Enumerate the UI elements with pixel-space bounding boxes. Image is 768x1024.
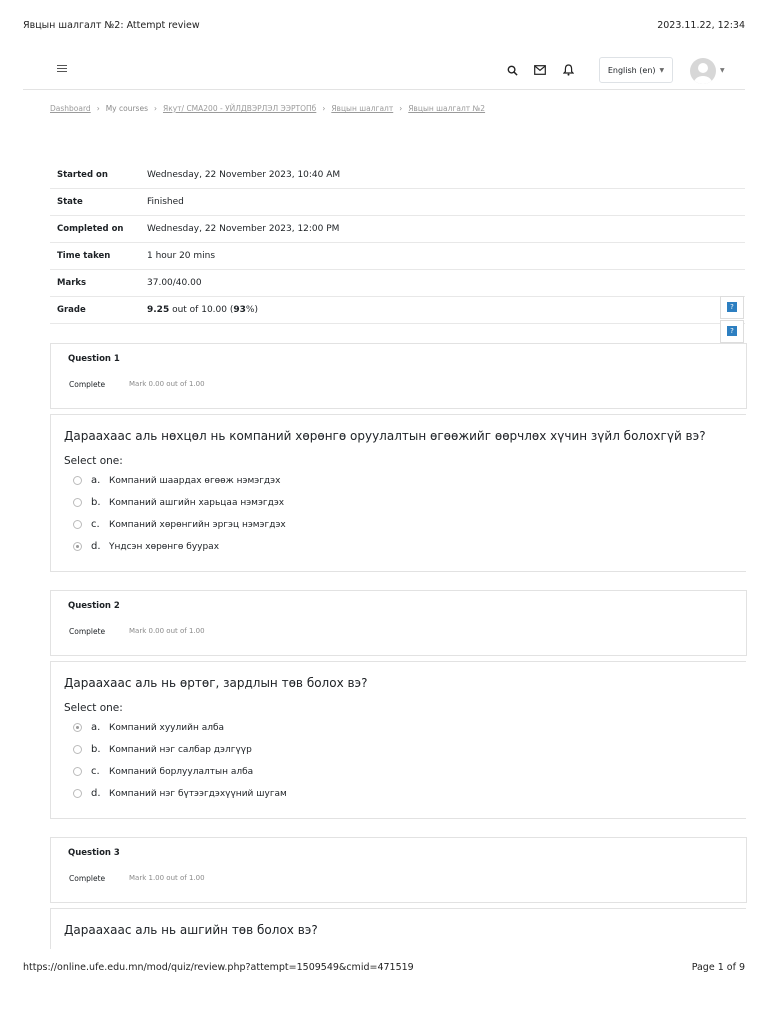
summary-row-state: State Finished [50,189,745,216]
grade-score: 9.25 [147,305,170,315]
question-3-content [50,908,746,949]
answer-option[interactable]: c. Компаний хөрөнгийн эргэц нэмэгдэх [73,519,286,530]
navbar [23,52,745,90]
avatar-caret-icon[interactable]: ▼ [720,67,725,74]
answer-option[interactable]: d. Компаний нэг бүтээгдэхүүний шугам [73,788,287,799]
answer-option[interactable]: d. Үндсэн хөрөнгө буурах [73,541,219,552]
grade-percent: 93 [233,305,246,315]
print-page-number: Page 1 of 9 [691,962,745,973]
language-selector[interactable] [599,57,673,83]
radio-button[interactable] [73,745,82,754]
radio-button-selected[interactable] [73,542,82,551]
language-label: English (en) [607,65,656,75]
question-mark: Mark 0.00 out of 1.00 [129,627,205,635]
breadcrumb-my-courses: My courses [105,104,148,113]
select-one-label: Select one: [64,702,123,714]
question-title: Question 2 [68,601,120,611]
question-title: Question 3 [68,848,120,858]
question-status: Complete [69,874,106,883]
summary-row-time: Time taken 1 hour 20 mins [50,243,745,270]
breadcrumb-dashboard[interactable]: Dashboard [50,104,91,113]
answer-option[interactable]: a. Компаний хуулийн алба [73,722,224,733]
menu-icon[interactable] [57,65,67,74]
breadcrumb: Dashboard › My courses › Якут/ СМА200 - УЙЛДВЭРЛЭЛ ЭЭРТОПб › Явцын шалгалт › Явцын шалгалт №2 [50,104,486,113]
print-datetime: 2023.11.22, 12:34 [657,20,745,31]
select-one-label: Select one: [64,455,123,467]
summary-row-marks: Marks 37.00/40.00 [50,270,745,297]
question-mark-icon: ? [727,302,737,312]
answer-option[interactable]: b. Компаний нэг салбар дэлгүүр [73,744,252,755]
question-2-content [50,661,746,819]
question-status: Complete [69,380,106,389]
breadcrumb-quiz[interactable]: Явцын шалгалт №2 [408,104,486,113]
quiz-nav-button[interactable] [720,296,744,319]
summary-row-completed: Completed on Wednesday, 22 November 2023, 12:00 PM [50,216,745,243]
question-title: Question 1 [68,354,120,364]
radio-button-selected[interactable] [73,723,82,732]
question-text: Дараахаас аль нөхцөл нь компаний хөрөнгө оруулалтын өгөөжийг өөрчлөх хүчин зүйл болохгүй вэ? [64,429,706,443]
question-text: Дараахаас аль нь өртөг, зардлын төв болох вэ? [64,676,368,690]
radio-button[interactable] [73,476,82,485]
radio-button[interactable] [73,498,82,507]
question-3-info [50,837,747,903]
caret-down-icon: ▼ [659,66,665,74]
question-mark: Mark 0.00 out of 1.00 [129,380,205,388]
bell-icon[interactable] [561,63,575,77]
answer-option[interactable]: c. Компаний борлуулалтын алба [73,766,253,777]
print-footer [23,962,745,973]
summary-row-started: Started on Wednesday, 22 November 2023, 10:40 AM [50,162,745,189]
question-1-info [50,343,747,409]
question-status: Complete [69,627,106,636]
question-mark: Mark 1.00 out of 1.00 [129,874,205,882]
breadcrumb-course[interactable]: Якут/ СМА200 - УЙЛДВЭРЛЭЛ ЭЭРТОПб [162,104,317,113]
print-header [23,20,745,31]
search-icon[interactable] [505,63,519,77]
print-title: Явцын шалгалт №2: Attempt review [23,20,200,31]
question-2-info [50,590,747,656]
radio-button[interactable] [73,789,82,798]
question-1-content [50,414,746,572]
attempt-summary-table [50,162,745,324]
print-url: https://online.ufe.edu.mn/mod/quiz/review.php?attempt=1509549&cmid=471519 [23,962,414,973]
question-text: Дараахаас аль нь ашгийн төв болох вэ? [64,923,318,937]
envelope-icon[interactable] [533,63,547,77]
radio-button[interactable] [73,520,82,529]
breadcrumb-section[interactable]: Явцын шалгалт [331,104,394,113]
quiz-nav-button[interactable] [720,320,744,343]
radio-button[interactable] [73,767,82,776]
summary-row-grade: Grade 9.25 out of 10.00 (93%) [50,297,745,324]
answer-option[interactable]: a. Компаний шаардах өгөөж нэмэгдэх [73,475,280,486]
answer-option[interactable]: b. Компаний ашгийн харьцаа нэмэгдэх [73,497,284,508]
question-mark-icon: ? [727,326,737,336]
avatar[interactable] [690,58,716,84]
